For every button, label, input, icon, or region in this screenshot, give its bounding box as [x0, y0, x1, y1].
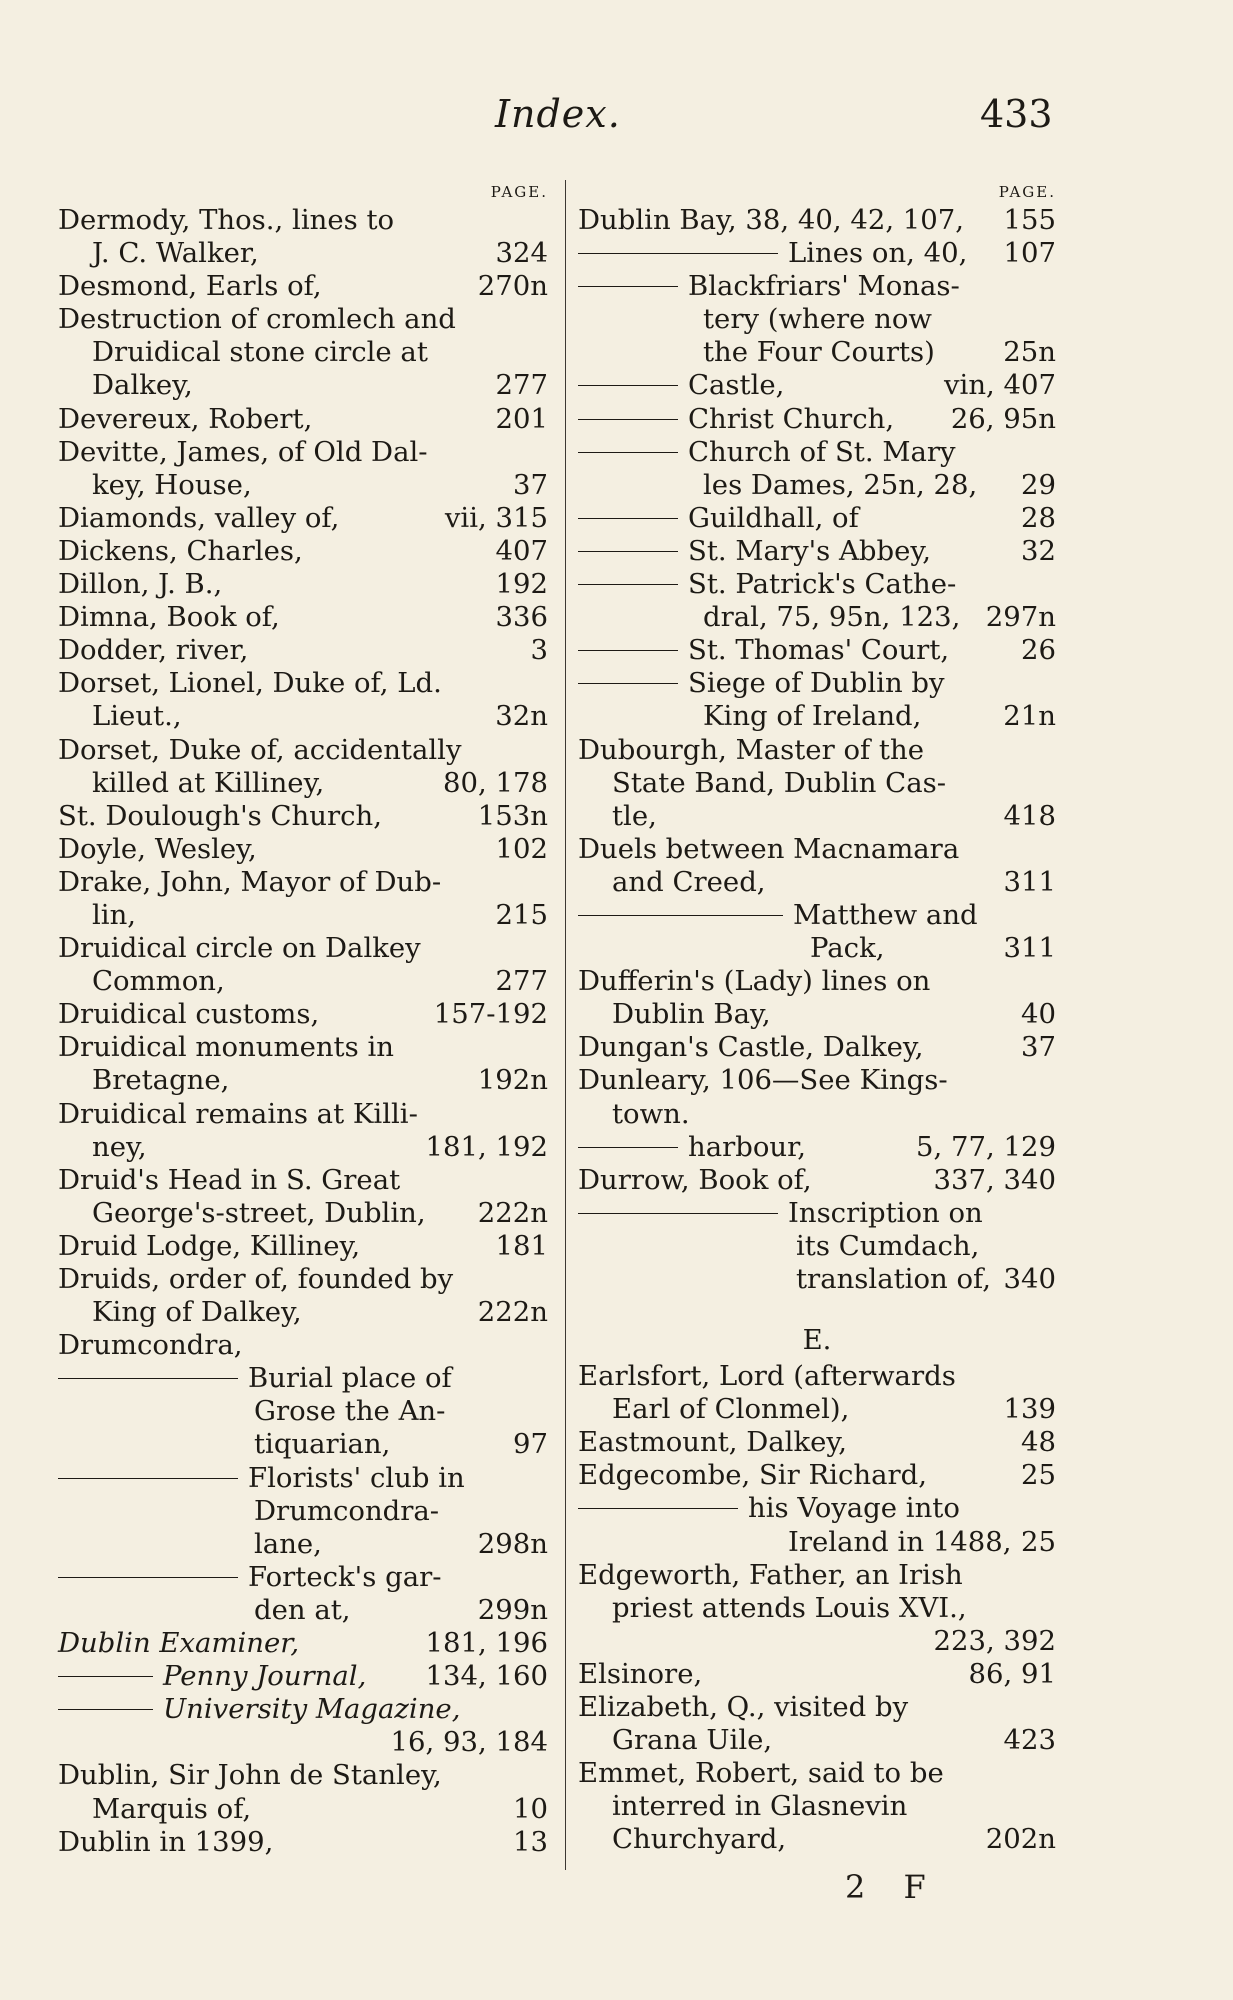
entry-text: State Band, Dublin Cas-: [612, 766, 947, 799]
page-column-label: PAGE.: [490, 183, 548, 201]
entry-text: Blackfriars' Monas-: [688, 270, 960, 303]
entry-pages: 201: [495, 402, 548, 435]
entry-text: Marquis of,: [92, 1792, 252, 1825]
entry-text: translation of,: [796, 1263, 991, 1295]
entry-text: Dalkey,: [92, 369, 193, 402]
index-entry-line: [578, 270, 1056, 303]
index-entry-line: [58, 1263, 548, 1296]
entry-text: Inscription on: [788, 1196, 983, 1229]
entry-text: Druidical remains at Killi-: [58, 1097, 418, 1130]
entry-pages: 28: [1021, 501, 1056, 534]
entry-text: St. Patrick's Cathe-: [688, 568, 957, 601]
index-entry-line: [58, 1164, 548, 1197]
index-entry-line: [578, 1724, 1056, 1757]
entry-pages: 202n: [985, 1823, 1056, 1856]
index-entry-line: [578, 767, 1056, 800]
entry-pages: 277: [495, 965, 548, 998]
index-entry-line: [58, 1528, 548, 1561]
index-entry-line: [578, 403, 1056, 436]
entry-pages: vii, 315: [444, 501, 548, 534]
index-entry-line: [578, 1757, 1056, 1790]
entry-pages: 134, 160: [425, 1660, 548, 1693]
index-entry-line: [58, 601, 548, 634]
index-entry-line: [578, 1164, 1056, 1197]
page-column-label: PAGE.: [998, 183, 1056, 201]
entry-text: Diamonds, valley of,: [58, 501, 340, 534]
index-entry-line: [578, 1592, 1056, 1625]
entry-text: Christ Church,: [688, 402, 895, 435]
entry-text: Eastmount, Dalkey,: [578, 1426, 848, 1459]
entry-text: Druidical circle on Dalkey: [58, 932, 421, 965]
index-entry-line: [58, 1230, 548, 1263]
index-entry-line: [58, 1627, 548, 1660]
entry-text: Dorset, Duke of, accidentally: [58, 733, 462, 766]
entry-text: Churchyard,: [612, 1823, 787, 1856]
index-entry-line: [58, 700, 548, 733]
entry-text: Edgecombe, Sir Richard,: [578, 1459, 927, 1492]
entry-text: Common,: [92, 965, 225, 998]
entry-pages: 48: [1021, 1426, 1056, 1459]
entry-text: killed at Killiney,: [92, 766, 325, 799]
entry-text: his Voyage into: [748, 1492, 960, 1525]
entry-text: Drake, John, Mayor of Dub-: [58, 865, 442, 898]
entry-text: Dillon, J. B.,: [58, 568, 223, 601]
entry-pages: 155: [1003, 204, 1056, 236]
entry-text: Dufferin's (Lady) lines on: [578, 965, 931, 998]
entry-text: Edgeworth, Father, an Irish: [578, 1558, 963, 1591]
entry-pages: 407: [495, 534, 548, 567]
entry-pages: 32n: [495, 700, 548, 733]
index-entry-line: [578, 237, 1056, 270]
index-entry-line: [578, 1263, 1056, 1296]
entry-pages: 37: [513, 468, 548, 501]
entry-pages: 215: [495, 898, 548, 931]
entry-pages: 25: [1021, 1525, 1056, 1558]
entry-pages: 222n: [477, 1196, 548, 1229]
index-entry-line: [578, 1426, 1056, 1459]
entry-pages: 222n: [477, 1296, 548, 1329]
index-column-right: [578, 182, 1056, 1857]
index-entry-line: [58, 667, 548, 700]
index-entry-line: [58, 800, 548, 833]
index-entry-line: [578, 932, 1056, 965]
entry-pages: 32: [1021, 534, 1056, 567]
entry-text: Guildhall, of: [688, 501, 859, 534]
index-entry-line: [578, 1197, 1056, 1230]
index-entry-line: [58, 469, 548, 502]
ditto-rule: [578, 551, 678, 552]
page-number: 433: [980, 92, 1053, 136]
entry-pages: 16, 93, 184: [390, 1726, 548, 1759]
index-entry-line: [58, 1693, 548, 1726]
index-entry-line: [578, 469, 1056, 502]
index-entry-line: [58, 1495, 548, 1528]
entry-text: Pack,: [810, 932, 885, 965]
entry-text: Druid's Head in S. Great: [58, 1163, 401, 1196]
entry-text: Penny Journal,: [163, 1660, 367, 1693]
ditto-rule: [578, 650, 678, 651]
index-entry-line: [58, 1296, 548, 1329]
ditto-rule: [578, 253, 778, 254]
index-entry-line: [58, 403, 548, 436]
entry-pages: 340: [1003, 1263, 1056, 1295]
entry-pages: 324: [495, 237, 548, 270]
entry-text: and Creed,: [612, 865, 766, 898]
entry-text: Castle,: [688, 369, 785, 402]
entry-text: ney,: [92, 1130, 147, 1163]
entry-text: Earl of Clonmel),: [612, 1393, 850, 1426]
entry-text: Dickens, Charles,: [58, 534, 303, 567]
index-entry-line: [578, 1360, 1056, 1393]
entry-text: Druidical monuments in: [58, 1031, 394, 1064]
entry-text: Druidical customs,: [58, 998, 320, 1031]
entry-text: tery (where now: [703, 303, 932, 336]
index-entry-line: [578, 1492, 1056, 1525]
entry-text: town.: [612, 1097, 690, 1130]
index-entry-line: [578, 700, 1056, 733]
index-entry-line: [58, 1031, 548, 1064]
entry-pages: 336: [495, 601, 548, 634]
index-entry-line: [58, 1098, 548, 1131]
running-title: Index.: [495, 92, 621, 136]
entry-pages: 311: [1003, 865, 1056, 898]
entry-text: tiquarian,: [254, 1428, 391, 1461]
index-entry-line: [58, 767, 548, 800]
ditto-rule: [578, 385, 678, 386]
index-column-left: [58, 182, 548, 1859]
entry-text: Dungan's Castle, Dalkey,: [578, 1031, 924, 1064]
entry-text: Florists' club in: [248, 1461, 465, 1494]
ditto-rule: [58, 1577, 238, 1578]
index-entry-line: [58, 369, 548, 402]
entry-text: lane,: [254, 1527, 322, 1560]
index-entry-line: [58, 1726, 548, 1759]
index-entry-line: [58, 833, 548, 866]
entry-text: Dorset, Lionel, Duke of, Ld.: [58, 667, 442, 700]
index-entry-line: [578, 899, 1056, 932]
entry-pages: 418: [1003, 799, 1056, 832]
index-entry-line: [578, 1230, 1056, 1263]
entry-pages: 26: [1021, 634, 1056, 667]
index-entry-line: [578, 667, 1056, 700]
entry-pages: 40: [1021, 998, 1056, 1031]
index-entry-line: [578, 1790, 1056, 1823]
index-entry-line: [58, 1793, 548, 1826]
index-entry-line: [58, 634, 548, 667]
entry-text: dral, 75, 95n, 123,: [703, 601, 961, 634]
entry-text: Dunleary, 106—See Kings-: [578, 1064, 948, 1097]
ditto-rule: [578, 683, 678, 684]
entry-pages: 37: [1021, 1031, 1056, 1064]
entry-pages: 25: [1021, 1459, 1056, 1492]
running-head: [0, 92, 1233, 142]
entry-text: lin,: [92, 898, 137, 931]
ditto-rule: [578, 1213, 778, 1214]
entry-pages: 21n: [1003, 700, 1056, 733]
entry-text: interred in Glasnevin: [612, 1790, 908, 1823]
index-entry-line: [578, 502, 1056, 535]
index-entry-line: [578, 634, 1056, 667]
index-entry-line: [58, 270, 548, 303]
index-entry-line: [578, 833, 1056, 866]
entry-text: King of Ireland,: [703, 700, 922, 733]
index-entry-line: [58, 1064, 548, 1097]
entry-text: Dublin Examiner,: [58, 1627, 300, 1660]
entry-pages: 29: [1021, 468, 1056, 501]
entry-pages: 311: [1003, 932, 1056, 965]
entry-pages: 97: [513, 1428, 548, 1461]
ditto-rule: [578, 584, 678, 585]
entry-pages: 192: [495, 568, 548, 601]
entry-text: Dubourgh, Master of the: [578, 733, 924, 766]
index-entry-line: [578, 1064, 1056, 1097]
entry-pages: vin, 407: [943, 369, 1056, 402]
entry-text: Siege of Dublin by: [688, 667, 945, 700]
entry-pages: 26, 95n: [950, 402, 1056, 435]
entry-pages: 181: [495, 1229, 548, 1262]
entry-text: Dublin, Sir John de Stanley,: [58, 1759, 442, 1792]
entry-text: the Four Courts): [703, 336, 935, 369]
entry-text: J. C. Walker,: [92, 237, 259, 270]
entry-text: Duels between Macnamara: [578, 832, 960, 865]
entry-text: priest attends Louis XVI.,: [612, 1591, 967, 1624]
entry-text: St. Mary's Abbey,: [688, 534, 931, 567]
index-entry-line: [58, 965, 548, 998]
index-entry-line: [578, 1526, 1056, 1559]
index-entry-line: [578, 568, 1056, 601]
entry-pages: 181, 192: [425, 1130, 548, 1163]
index-entry-line: [58, 1826, 548, 1859]
entry-pages: 337, 340: [933, 1163, 1056, 1196]
index-entry-line: [58, 1362, 548, 1395]
index-entry-line: [58, 237, 548, 270]
entry-text: Druids, order of, founded by: [58, 1263, 454, 1295]
entry-text: Emmet, Robert, said to be: [578, 1757, 944, 1790]
entry-pages: 298n: [477, 1527, 548, 1560]
ditto-rule: [578, 518, 678, 519]
index-entry-line: [58, 303, 548, 336]
index-entry-line: [578, 1131, 1056, 1164]
entry-text: Dimna, Book of,: [58, 601, 280, 634]
entry-text: Dublin Bay,: [612, 998, 771, 1031]
entry-pages: 153n: [477, 799, 548, 832]
entry-text: St. Doulough's Church,: [58, 799, 382, 832]
entry-text: tle,: [612, 799, 657, 832]
entry-pages: 181, 196: [425, 1627, 548, 1660]
index-entry-line: [578, 535, 1056, 568]
entry-text: Dermody, Thos., lines to: [58, 204, 395, 236]
entry-text: Devereux, Robert,: [58, 402, 313, 435]
entry-pages: 423: [1003, 1724, 1056, 1757]
index-entry-line: [578, 866, 1056, 899]
section-heading-e: E.: [802, 1324, 832, 1357]
column-divider: [565, 180, 566, 1870]
index-entry-line: [578, 1658, 1056, 1691]
entry-pages: 102: [495, 832, 548, 865]
index-entry-line: [58, 502, 548, 535]
entry-text: its Cumdach,: [796, 1229, 980, 1262]
index-entries-left: [58, 204, 548, 1859]
entry-text: Church of St. Mary: [688, 435, 956, 468]
index-entries-e: [578, 1360, 1056, 1856]
ditto-rule: [578, 419, 678, 420]
entry-text: harbour,: [688, 1130, 806, 1163]
entry-pages: 80, 178: [443, 766, 548, 799]
index-entry-line: [578, 998, 1056, 1031]
index-entry-line: [578, 734, 1056, 767]
index-entry-line: [578, 336, 1056, 369]
entry-text: St. Thomas' Court,: [688, 634, 950, 667]
entry-text: Destruction of cromlech and: [58, 303, 456, 336]
entry-text: Dublin in 1399,: [58, 1825, 274, 1858]
index-entry-line: [58, 1197, 548, 1230]
entry-pages: 299n: [477, 1593, 548, 1626]
entry-text: Grose the An-: [254, 1395, 446, 1428]
entry-text: Burial place of: [248, 1362, 452, 1395]
ditto-rule: [58, 1676, 153, 1677]
index-entry-line: [58, 1395, 548, 1428]
entry-pages: 270n: [477, 270, 548, 303]
index-entry-line: [58, 734, 548, 767]
entry-text: Druid Lodge, Killiney,: [58, 1229, 361, 1262]
entry-text: Lines on, 40,: [788, 237, 968, 270]
index-entry-line: [578, 369, 1056, 402]
entry-pages: 25n: [1003, 336, 1056, 369]
index-entry-line: [58, 535, 548, 568]
entry-text: Druidical stone circle at: [92, 336, 428, 369]
index-entries-right: [578, 204, 1056, 1296]
index-entry-line: [58, 336, 548, 369]
ditto-rule: [578, 915, 783, 916]
entry-pages: 10: [513, 1792, 548, 1825]
ditto-rule: [58, 1378, 238, 1379]
entry-text: Drumcondra,: [58, 1329, 243, 1362]
index-entry-line: [58, 1759, 548, 1792]
entry-text: University Magazine,: [163, 1693, 461, 1726]
entry-pages: 86, 91: [968, 1657, 1056, 1690]
entry-text: Earlsfort, Lord (afterwards: [578, 1360, 956, 1393]
entry-pages: 5, 77, 129: [916, 1130, 1056, 1163]
ditto-rule: [578, 1508, 738, 1509]
entry-pages: 157-192: [433, 998, 548, 1031]
entry-text: den at,: [254, 1593, 351, 1626]
entry-text: Lieut.,: [92, 700, 182, 733]
entry-text: key, House,: [92, 468, 252, 501]
entry-text: Devitte, James, of Old Dal-: [58, 435, 428, 468]
index-entry-line: [58, 998, 548, 1031]
index-entry-line: [58, 204, 548, 237]
index-entry-line: [58, 1660, 548, 1693]
index-entry-line: [578, 1098, 1056, 1131]
entry-text: Ireland in 1488,: [788, 1525, 1012, 1558]
entry-pages: 13: [513, 1825, 548, 1858]
entry-text: Durrow, Book of,: [578, 1163, 812, 1196]
index-entry-line: [578, 800, 1056, 833]
entry-text: George's-street, Dublin,: [92, 1196, 426, 1229]
index-entry-line: [58, 1428, 548, 1461]
index-entry-line: [58, 1462, 548, 1495]
index-entry-line: [58, 568, 548, 601]
index-entry-line: [58, 1329, 548, 1362]
entry-text: Grana Uile,: [612, 1724, 773, 1757]
entry-text: King of Dalkey,: [92, 1296, 302, 1329]
index-entry-line: [58, 866, 548, 899]
entry-text: Doyle, Wesley,: [58, 832, 257, 865]
index-entry-line: [578, 1393, 1056, 1426]
entry-pages: 139: [1003, 1393, 1056, 1426]
entry-pages: 192n: [477, 1064, 548, 1097]
entry-text: Forteck's gar-: [248, 1560, 442, 1593]
entry-pages: 297n: [985, 601, 1056, 634]
entry-text: Bretagne,: [92, 1064, 230, 1097]
entry-text: Dodder, river,: [58, 634, 249, 667]
index-entry-line: [578, 1559, 1056, 1592]
entry-pages: 277: [495, 369, 548, 402]
entry-text: Matthew and: [793, 898, 978, 931]
entry-text: Drumcondra-: [254, 1494, 440, 1527]
index-entry-line: [578, 601, 1056, 634]
entry-text: les Dames, 25n, 28,: [703, 468, 978, 501]
ditto-rule: [578, 452, 678, 453]
index-entry-line: [578, 1459, 1056, 1492]
index-entry-line: [578, 1625, 1056, 1658]
index-entry-line: [58, 1594, 548, 1627]
entry-text: Elizabeth, Q., visited by: [578, 1691, 909, 1724]
index-entry-line: [578, 965, 1056, 998]
index-entry-line: [578, 1823, 1056, 1856]
index-entry-line: [58, 899, 548, 932]
ditto-rule: [58, 1478, 238, 1479]
index-entry-line: [578, 1691, 1056, 1724]
index-entry-line: [578, 436, 1056, 469]
index-entry-line: [578, 1031, 1056, 1064]
signature-mark: 2 F: [845, 1868, 940, 1906]
index-entry-line: [578, 303, 1056, 336]
entry-pages: 107: [1003, 237, 1056, 270]
entry-pages: 3: [530, 634, 548, 667]
entry-text: Elsinore,: [578, 1657, 703, 1690]
index-entry-line: [578, 204, 1056, 237]
ditto-rule: [578, 286, 678, 287]
ditto-rule: [58, 1709, 153, 1710]
entry-text: Desmond, Earls of,: [58, 270, 322, 303]
index-entry-line: [58, 1131, 548, 1164]
index-entry-line: [58, 436, 548, 469]
entry-pages: 223, 392: [933, 1624, 1056, 1657]
index-entry-line: [58, 932, 548, 965]
entry-text: Dublin Bay, 38, 40, 42, 107,: [578, 204, 965, 236]
ditto-rule: [578, 1147, 678, 1148]
index-entry-line: [58, 1561, 548, 1594]
